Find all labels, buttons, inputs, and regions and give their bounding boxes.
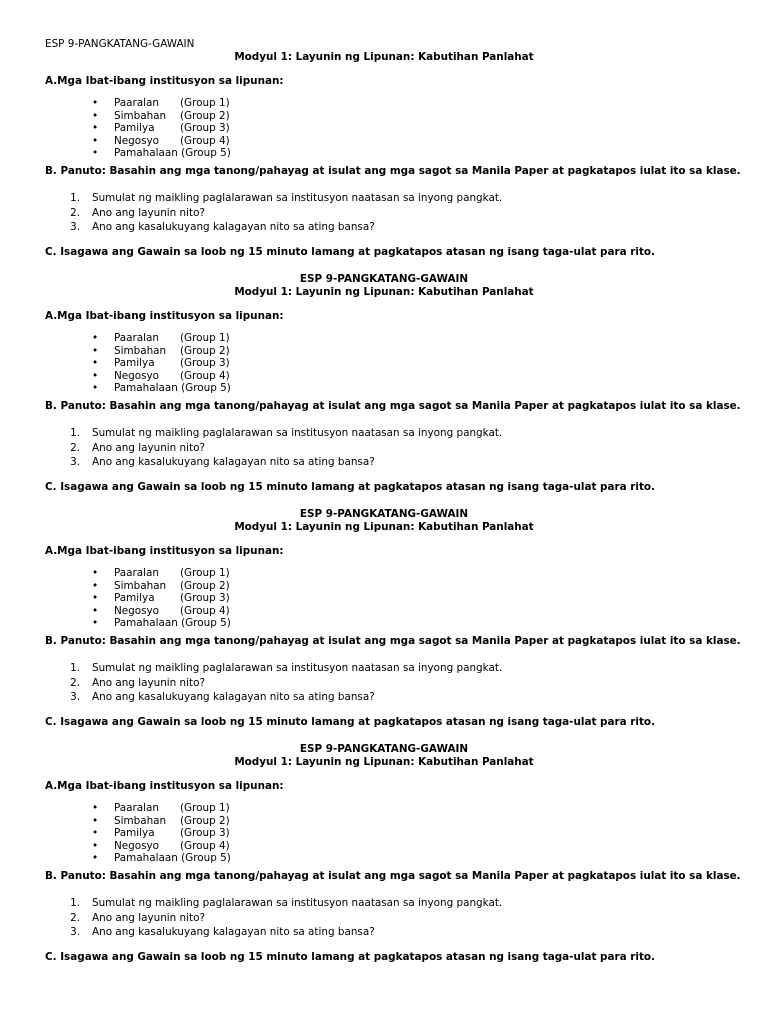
institution-group: (Group 4) [180, 605, 230, 617]
question-text: Ano ang layunin nito? [92, 677, 205, 689]
bullet-icon: • [92, 840, 99, 852]
institution-name: Negosyo [114, 605, 160, 617]
document-header: ESP 9-PANGKATANG-GAWAIN [299, 273, 469, 285]
question-number: 3. [70, 691, 80, 703]
heading-institutions: A.Mga Ibat-ibang institusyon sa lipunan: [45, 545, 284, 557]
bullet-icon: • [92, 147, 99, 159]
question-number: 1. [70, 427, 80, 439]
heading-task: C. Isagawa ang Gawain sa loob ng 15 minuto lamang at pagkatapos atasan ng isang taga-ulat para rito. [45, 716, 655, 728]
bullet-icon: • [92, 357, 99, 369]
institution-name: Paaralan [114, 567, 160, 579]
question-number: 2. [70, 677, 80, 689]
heading-instructions: B. Panuto: Basahin ang mga tanong/pahayag at isulat ang mga sagot sa Manila Paper at pagkatapos iulat ito sa klase. [45, 635, 741, 647]
institution-group: (Group 1) [180, 97, 230, 109]
institution-name: Paaralan [114, 332, 160, 344]
module-title: Modyul 1: Layunin ng Lipunan: Kabutihan Panlahat [234, 51, 534, 63]
institution-name: Pamilya [114, 827, 155, 839]
bullet-icon: • [92, 827, 99, 839]
institution-group: (Group 3) [180, 357, 230, 369]
institution-name: Paaralan [114, 802, 160, 814]
document-header: ESP 9-PANGKATANG-GAWAIN [299, 743, 469, 755]
document-header: ESP 9-PANGKATANG-GAWAIN [45, 38, 195, 50]
question-number: 1. [70, 192, 80, 204]
institution-group: (Group 1) [180, 802, 230, 814]
bullet-icon: • [92, 852, 99, 864]
bullet-icon: • [92, 110, 99, 122]
question-text: Ano ang kasalukuyang kalagayan nito sa ating bansa? [92, 691, 375, 703]
question-number: 3. [70, 221, 80, 233]
institution-name: Simbahan [114, 815, 167, 827]
bullet-icon: • [92, 345, 99, 357]
institution-group: (Group 2) [180, 345, 230, 357]
bullet-icon: • [92, 122, 99, 134]
bullet-icon: • [92, 332, 99, 344]
question-number: 2. [70, 912, 80, 924]
question-text: Ano ang layunin nito? [92, 442, 205, 454]
heading-instructions: B. Panuto: Basahin ang mga tanong/pahayag at isulat ang mga sagot sa Manila Paper at pagkatapos iulat ito sa klase. [45, 870, 741, 882]
bullet-icon: • [92, 135, 99, 147]
institution-name: Pamilya [114, 357, 155, 369]
institution-group: (Group 2) [180, 580, 230, 592]
heading-task: C. Isagawa ang Gawain sa loob ng 15 minuto lamang at pagkatapos atasan ng isang taga-ulat para rito. [45, 481, 655, 493]
bullet-icon: • [92, 382, 99, 394]
institution-group: (Group 2) [180, 110, 230, 122]
activity-section [0, 273, 768, 508]
institution-name: Pamahalaan (Group 5) [114, 617, 231, 629]
institution-group: (Group 3) [180, 122, 230, 134]
institution-name: Negosyo [114, 135, 160, 147]
heading-task: C. Isagawa ang Gawain sa loob ng 15 minuto lamang at pagkatapos atasan ng isang taga-ulat para rito. [45, 246, 655, 258]
institution-name: Paaralan [114, 97, 160, 109]
bullet-icon: • [92, 802, 99, 814]
module-title: Modyul 1: Layunin ng Lipunan: Kabutihan Panlahat [234, 286, 534, 298]
heading-task: C. Isagawa ang Gawain sa loob ng 15 minuto lamang at pagkatapos atasan ng isang taga-ulat para rito. [45, 951, 655, 963]
document-header: ESP 9-PANGKATANG-GAWAIN [299, 508, 469, 520]
question-number: 3. [70, 926, 80, 938]
institution-name: Simbahan [114, 345, 167, 357]
heading-instructions: B. Panuto: Basahin ang mga tanong/pahayag at isulat ang mga sagot sa Manila Paper at pagkatapos iulat ito sa klase. [45, 165, 741, 177]
bullet-icon: • [92, 815, 99, 827]
institution-group: (Group 1) [180, 332, 230, 344]
question-text: Ano ang layunin nito? [92, 912, 205, 924]
bullet-icon: • [92, 567, 99, 579]
question-number: 1. [70, 897, 80, 909]
question-text: Ano ang kasalukuyang kalagayan nito sa ating bansa? [92, 221, 375, 233]
institution-name: Pamahalaan (Group 5) [114, 147, 231, 159]
institution-name: Pamilya [114, 592, 155, 604]
question-number: 2. [70, 207, 80, 219]
institution-group: (Group 3) [180, 827, 230, 839]
institution-group: (Group 2) [180, 815, 230, 827]
heading-institutions: A.Mga Ibat-ibang institusyon sa lipunan: [45, 310, 284, 322]
question-text: Sumulat ng maikling paglalarawan sa institusyon naatasan sa inyong pangkat. [92, 192, 503, 204]
question-number: 2. [70, 442, 80, 454]
institution-name: Pamilya [114, 122, 155, 134]
activity-section [0, 743, 768, 978]
question-text: Ano ang layunin nito? [92, 207, 205, 219]
institution-name: Pamahalaan (Group 5) [114, 382, 231, 394]
question-number: 3. [70, 456, 80, 468]
institution-group: (Group 3) [180, 592, 230, 604]
bullet-icon: • [92, 580, 99, 592]
bullet-icon: • [92, 592, 99, 604]
module-title: Modyul 1: Layunin ng Lipunan: Kabutihan Panlahat [234, 521, 534, 533]
institution-name: Simbahan [114, 110, 167, 122]
institution-name: Pamahalaan (Group 5) [114, 852, 231, 864]
question-text: Sumulat ng maikling paglalarawan sa institusyon naatasan sa inyong pangkat. [92, 897, 503, 909]
bullet-icon: • [92, 605, 99, 617]
institution-name: Negosyo [114, 840, 160, 852]
activity-section [0, 38, 768, 273]
bullet-icon: • [92, 97, 99, 109]
institution-name: Negosyo [114, 370, 160, 382]
heading-institutions: A.Mga Ibat-ibang institusyon sa lipunan: [45, 75, 284, 87]
question-text: Ano ang kasalukuyang kalagayan nito sa ating bansa? [92, 456, 375, 468]
question-text: Sumulat ng maikling paglalarawan sa institusyon naatasan sa inyong pangkat. [92, 427, 503, 439]
heading-instructions: B. Panuto: Basahin ang mga tanong/pahayag at isulat ang mga sagot sa Manila Paper at pagkatapos iulat ito sa klase. [45, 400, 741, 412]
heading-institutions: A.Mga Ibat-ibang institusyon sa lipunan: [45, 780, 284, 792]
institution-group: (Group 4) [180, 135, 230, 147]
bullet-icon: • [92, 370, 99, 382]
question-text: Ano ang kasalukuyang kalagayan nito sa ating bansa? [92, 926, 375, 938]
activity-section [0, 508, 768, 743]
module-title: Modyul 1: Layunin ng Lipunan: Kabutihan Panlahat [234, 756, 534, 768]
question-text: Sumulat ng maikling paglalarawan sa institusyon naatasan sa inyong pangkat. [92, 662, 503, 674]
bullet-icon: • [92, 617, 99, 629]
institution-group: (Group 1) [180, 567, 230, 579]
institution-group: (Group 4) [180, 840, 230, 852]
institution-group: (Group 4) [180, 370, 230, 382]
question-number: 1. [70, 662, 80, 674]
institution-name: Simbahan [114, 580, 167, 592]
